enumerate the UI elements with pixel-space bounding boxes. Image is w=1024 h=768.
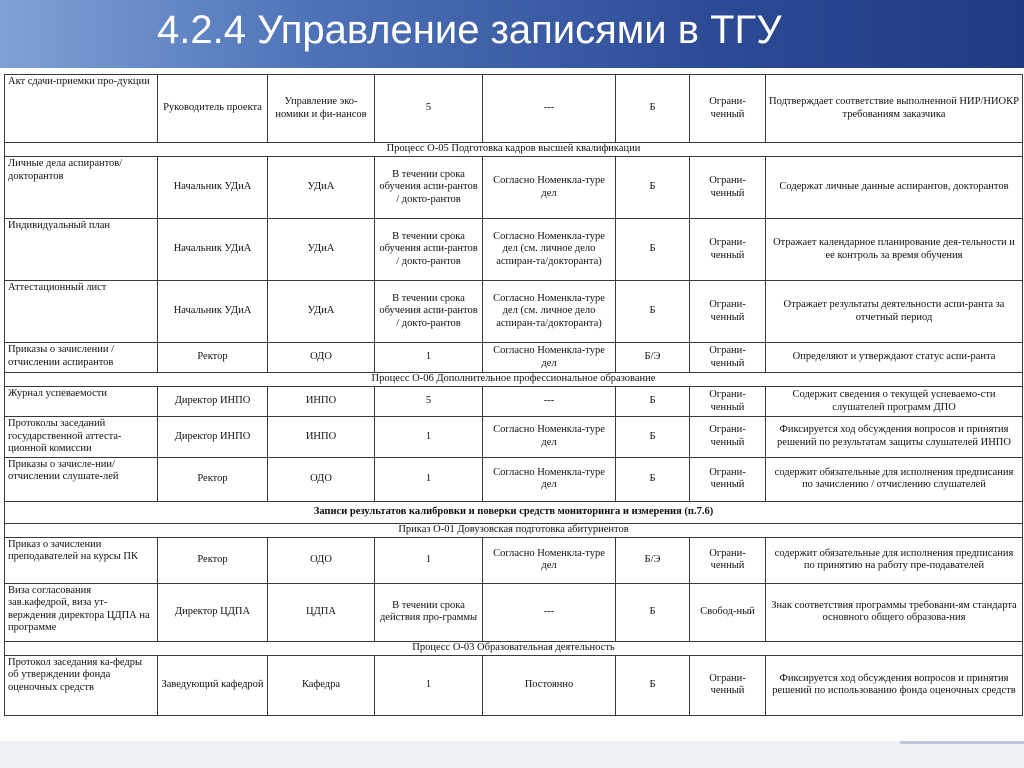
records-document (4, 74, 1022, 742)
cell-destruction: Согласно Номенкла-туре дел (см. личное дело аспиран-та/докторанта) (483, 281, 616, 343)
cell-responsible: Начальник УДиА (158, 281, 268, 343)
table-row (5, 583, 1023, 641)
cell-record-name: Протокол заседания ка-федры об утверждении фонда оценочных средств (5, 655, 158, 715)
cell-responsible: Ректор (158, 537, 268, 583)
bold-heading-row (5, 501, 1023, 523)
cell-purpose: Отражает результаты деятельности аспи-ранта за отчетный период (766, 281, 1023, 343)
cell-access: Ограни-ченный (690, 457, 766, 501)
cell-record-name: Приказ о зачислении преподавателей на курсы ПК (5, 537, 158, 583)
cell-access: Ограни-ченный (690, 75, 766, 143)
cell-storage-place: ОДО (268, 537, 375, 583)
slide-bottom-strip (0, 741, 1024, 768)
section-title: Приказ О-01 Довузовская подготовка абитуриентов (5, 523, 1023, 537)
cell-storage-place: ОДО (268, 343, 375, 373)
table-row (5, 219, 1023, 281)
section-header-row (5, 143, 1023, 157)
cell-access: Ограни-ченный (690, 387, 766, 417)
table-row (5, 387, 1023, 417)
section-title: Процесс О-05 Подготовка кадров высшей квалификации (5, 143, 1023, 157)
cell-record-name: Виза согласования зав.кафедрой, виза ут-верждения директора ЦДПА на программе (5, 583, 158, 641)
cell-access: Ограни-ченный (690, 157, 766, 219)
cell-purpose: Определяют и утверждают статус аспи-ранта (766, 343, 1023, 373)
cell-medium: Б/Э (616, 537, 690, 583)
table-row (5, 417, 1023, 458)
cell-medium: Б (616, 655, 690, 715)
cell-storage-place: УДиА (268, 157, 375, 219)
cell-record-name: Приказы о зачисле-нии/отчислении слушате-лей (5, 457, 158, 501)
cell-destruction: --- (483, 387, 616, 417)
cell-destruction: --- (483, 583, 616, 641)
section-title: Процесс О-06 Дополнительное профессиональное образование (5, 373, 1023, 387)
table-row (5, 157, 1023, 219)
slide-bottom-line (900, 741, 1024, 744)
cell-medium: Б (616, 157, 690, 219)
table-row (5, 457, 1023, 501)
cell-record-name: Приказы о зачислении / отчислении аспирантов (5, 343, 158, 373)
cell-retention-term: 1 (375, 537, 483, 583)
cell-destruction: Постоянно (483, 655, 616, 715)
cell-responsible: Ректор (158, 343, 268, 373)
table-row (5, 75, 1023, 143)
cell-retention-term: 1 (375, 655, 483, 715)
cell-purpose: Отражает календарное планирование дея-тельности и ее контроль за время обучения (766, 219, 1023, 281)
cell-medium: Б (616, 387, 690, 417)
cell-responsible: Начальник УДиА (158, 157, 268, 219)
cell-medium: Б/Э (616, 343, 690, 373)
cell-responsible: Заведующий кафедрой (158, 655, 268, 715)
cell-medium: Б (616, 281, 690, 343)
cell-retention-term: 1 (375, 417, 483, 458)
cell-storage-place: ОДО (268, 457, 375, 501)
cell-access: Свобод-ный (690, 583, 766, 641)
table-row (5, 537, 1023, 583)
records-table (4, 74, 1023, 716)
section-title: Записи результатов калибровки и поверки средств мониторинга и измерения (п.7.6) (5, 501, 1023, 523)
section-header-row (5, 373, 1023, 387)
cell-retention-term: 1 (375, 343, 483, 373)
slide-title: 4.2.4 Управление записями в ТГУ (157, 8, 782, 52)
cell-retention-term: В течении срока обучения аспи-рантов / докто-рантов (375, 281, 483, 343)
cell-medium: Б (616, 417, 690, 458)
cell-purpose: Фиксируется ход обсуждения вопросов и принятия решений по результатам защиты слушателей ИНПО (766, 417, 1023, 458)
cell-medium: Б (616, 75, 690, 143)
cell-record-name: Индивидуальный план (5, 219, 158, 281)
cell-destruction: Согласно Номенкла-туре дел (483, 417, 616, 458)
cell-record-name: Аттестационный лист (5, 281, 158, 343)
cell-destruction: Согласно Номенкла-туре дел (см. личное дело аспиран-та/докторанта) (483, 219, 616, 281)
cell-storage-place: ЦДПА (268, 583, 375, 641)
cell-retention-term: В течении срока обучения аспи-рантов / докто-рантов (375, 219, 483, 281)
cell-medium: Б (616, 583, 690, 641)
cell-purpose: Содержит сведения о текущей успеваемо-сти слушателей программ ДПО (766, 387, 1023, 417)
cell-access: Ограни-ченный (690, 343, 766, 373)
cell-destruction: Согласно Номенкла-туре дел (483, 457, 616, 501)
cell-retention-term: В течении срока обучения аспи-рантов / докто-рантов (375, 157, 483, 219)
cell-purpose: Знак соответствия программы требовани-ям стандарта основного общего образова-ния (766, 583, 1023, 641)
cell-retention-term: 1 (375, 457, 483, 501)
cell-storage-place: УДиА (268, 281, 375, 343)
cell-storage-place: ИНПО (268, 417, 375, 458)
cell-access: Ограни-ченный (690, 219, 766, 281)
cell-access: Ограни-ченный (690, 537, 766, 583)
cell-responsible: Ректор (158, 457, 268, 501)
cell-record-name: Акт сдачи-приемки про-дукции (5, 75, 158, 143)
cell-retention-term: 5 (375, 75, 483, 143)
section-header-row (5, 641, 1023, 655)
slide-title-bar (0, 0, 1024, 68)
cell-access: Ограни-ченный (690, 281, 766, 343)
cell-access: Ограни-ченный (690, 655, 766, 715)
section-title: Процесс О-03 Образовательная деятельность (5, 641, 1023, 655)
cell-destruction: --- (483, 75, 616, 143)
cell-record-name: Протоколы заседаний государственной аттеста-ционной комиссии (5, 417, 158, 458)
cell-retention-term: 5 (375, 387, 483, 417)
table-row (5, 343, 1023, 373)
cell-destruction: Согласно Номенкла-туре дел (483, 343, 616, 373)
cell-storage-place: Управление эко-номики и фи-нансов (268, 75, 375, 143)
cell-medium: Б (616, 457, 690, 501)
cell-storage-place: Кафедра (268, 655, 375, 715)
cell-access: Ограни-ченный (690, 417, 766, 458)
cell-purpose: Подтверждает соответствие выполненной НИР/НИОКР требованиям заказчика (766, 75, 1023, 143)
table-row (5, 281, 1023, 343)
cell-storage-place: УДиА (268, 219, 375, 281)
cell-retention-term: В течении срока действия про-граммы (375, 583, 483, 641)
cell-medium: Б (616, 219, 690, 281)
cell-responsible: Директор ИНПО (158, 417, 268, 458)
cell-responsible: Директор ИНПО (158, 387, 268, 417)
cell-purpose: содержит обязательные для исполнения предписания по принятию на работу пре-подавателей (766, 537, 1023, 583)
cell-record-name: Личные дела аспирантов/ докторантов (5, 157, 158, 219)
cell-destruction: Согласно Номенкла-туре дел (483, 157, 616, 219)
cell-responsible: Руководитель проекта (158, 75, 268, 143)
cell-destruction: Согласно Номенкла-туре дел (483, 537, 616, 583)
section-header-row (5, 523, 1023, 537)
cell-purpose: Фиксируется ход обсуждения вопросов и принятия решений по использованию фонда оценочных средств (766, 655, 1023, 715)
cell-responsible: Директор ЦДПА (158, 583, 268, 641)
cell-responsible: Начальник УДиА (158, 219, 268, 281)
cell-purpose: содержит обязательные для исполнения предписания по зачислению / отчислению слушателей (766, 457, 1023, 501)
table-row (5, 655, 1023, 715)
cell-purpose: Содержат личные данные аспирантов, докторантов (766, 157, 1023, 219)
cell-storage-place: ИНПО (268, 387, 375, 417)
cell-record-name: Журнал успеваемости (5, 387, 158, 417)
